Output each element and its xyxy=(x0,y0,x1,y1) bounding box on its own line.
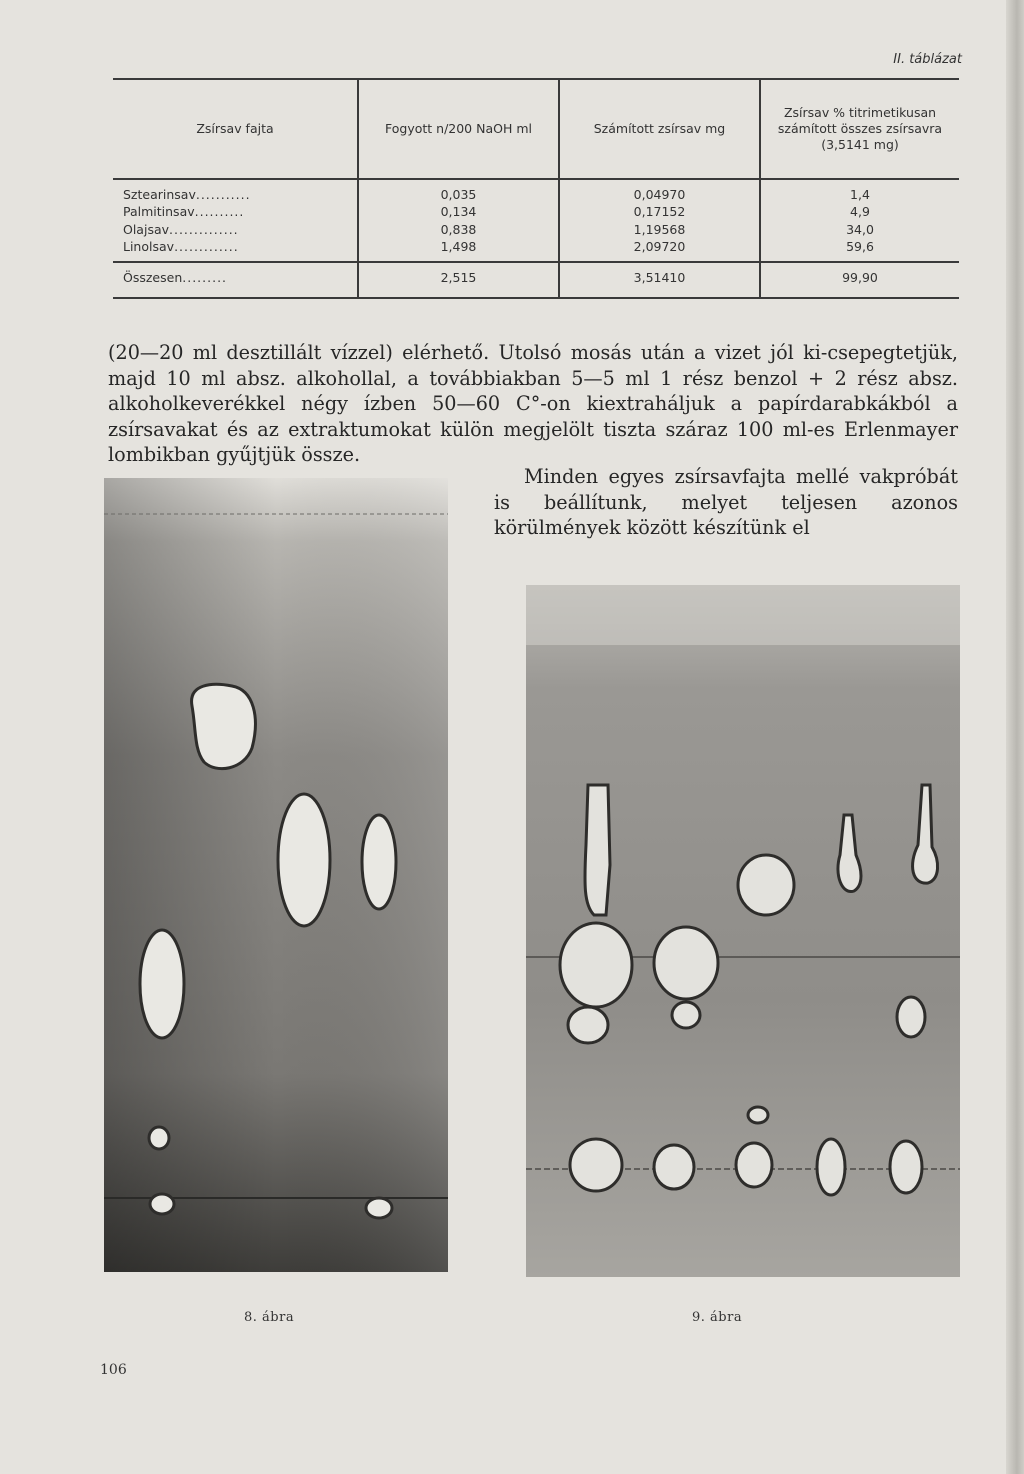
naoh-value: 0,134 xyxy=(440,204,477,220)
table-label: II. táblázat xyxy=(893,52,962,67)
calculated-value: 2,09720 xyxy=(633,238,686,254)
header-calculated: Számított zsírsav mg xyxy=(559,79,760,179)
row-name: Olajsav xyxy=(123,221,170,237)
percent-value: 59,6 xyxy=(846,238,874,254)
cell-naoh-values xyxy=(358,179,559,262)
calculated-value: 1,19568 xyxy=(633,221,686,237)
percent-value: 4,9 xyxy=(850,204,870,220)
total-label-cell: Összesen......... xyxy=(123,270,228,285)
row-name: Linolsav xyxy=(123,238,175,254)
table-total-row xyxy=(113,262,959,298)
table-header-row xyxy=(113,79,959,179)
naoh-value: 0,838 xyxy=(440,221,477,237)
header-percent: Zsírsav % titrimetikusan számított összes zsírsavra (3,5141 mg) xyxy=(760,79,959,179)
total-percent: 99,90 xyxy=(760,262,959,298)
header-naoh: Fogyott n/200 NaOH ml xyxy=(358,79,559,179)
page-edge xyxy=(1006,0,1024,1474)
figure-8-caption: 8. ábra xyxy=(244,1310,295,1325)
naoh-value: 1,498 xyxy=(440,238,477,254)
calculated-value: 0,17152 xyxy=(633,204,686,220)
percent-value: 1,4 xyxy=(850,187,870,202)
cell-percent-values xyxy=(760,179,959,262)
fatty-acid-table xyxy=(113,78,959,299)
percent-value: 34,0 xyxy=(846,221,874,237)
body-text-right xyxy=(494,464,958,541)
page-number: 106 xyxy=(100,1362,127,1378)
body-text xyxy=(108,340,958,468)
figure-8-chromatogram xyxy=(104,478,448,1272)
cell-calculated-values xyxy=(559,179,760,262)
table-data-block xyxy=(113,179,959,262)
cell-names: Sztearinsav........... Palmitinsav.......... Olajsav.............. Linolsav............. xyxy=(123,187,251,254)
naoh-value: 0,035 xyxy=(440,187,477,202)
calculated-value: 0,04970 xyxy=(633,187,686,202)
paragraph-1: (20—20 ml desztillált vízzel) elérhető. Utolsó mosás után a vizet jól ki-csepegtetjük, majd 10 ml absz. alkohollal, a továbbiakban 5—5 ml 1 rész benzol + 2 rész absz. alkoholkeverékkel négy ízben 50—60 C°-on kiextraháljuk a papírdarabkákból a zsírsavakat és az extraktumokat külön megjelölt tiszta száraz 100 ml-es Erlenmayer lombikban gyűjtjük össze. xyxy=(108,341,958,467)
row-name: Palmitinsav xyxy=(123,204,195,220)
figure-9-caption: 9. ábra xyxy=(692,1310,743,1325)
figure-9-chromatogram xyxy=(526,585,960,1277)
row-name: Sztearinsav xyxy=(123,187,196,202)
header-fatty-acid-type: Zsírsav fajta xyxy=(196,120,274,136)
total-label: Összesen xyxy=(123,270,183,285)
total-calculated: 3,51410 xyxy=(559,262,760,298)
paragraph-2: Minden egyes zsírsavfajta mellé vakpróbát is beállítunk, melyet teljesen azonos körülmények között készítünk el xyxy=(494,465,958,540)
total-naoh: 2,515 xyxy=(358,262,559,298)
